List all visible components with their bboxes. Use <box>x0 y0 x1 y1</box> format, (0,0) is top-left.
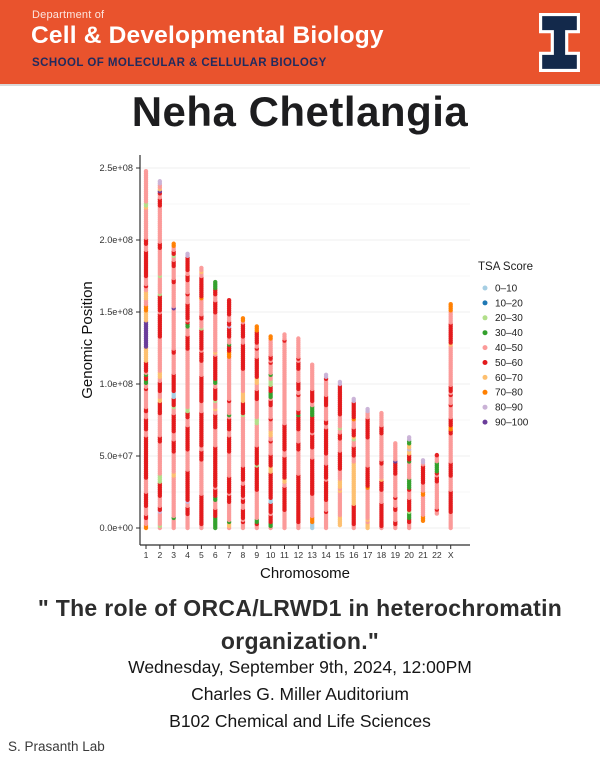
data-point <box>393 441 397 445</box>
x-tick-label: 16 <box>348 550 359 560</box>
data-point <box>407 435 411 439</box>
legend-label: 20–30 <box>495 313 523 325</box>
chromosome-strip-7 <box>227 298 231 530</box>
event-details <box>0 654 600 735</box>
x-tick-label: 5 <box>199 550 204 560</box>
chromosome-strip-3 <box>172 242 176 531</box>
chromosome-strip-13 <box>310 363 314 531</box>
chromosome-strip-16 <box>352 397 356 530</box>
data-point <box>421 458 425 462</box>
y-tick-label: 1.0e+08 <box>99 379 133 390</box>
y-tick-label: 0.0e+00 <box>99 523 133 534</box>
event-building: B102 Chemical and Life Sciences <box>169 711 431 731</box>
y-tick-label: 2.5e+08 <box>99 163 133 174</box>
tsa-score-chart <box>0 148 600 595</box>
data-point <box>144 169 148 173</box>
talk-title <box>0 592 600 658</box>
chromosome-strip-2 <box>158 179 162 530</box>
x-tick-label: 3 <box>171 550 177 560</box>
chromosome-strip-10 <box>268 334 272 530</box>
x-tick-label: 15 <box>335 550 345 560</box>
event-datetime: Wednesday, September 9th, 2024, 12:00PM <box>128 657 472 677</box>
data-point <box>241 316 245 320</box>
x-tick-label: 6 <box>212 550 218 560</box>
tsa-score-chart-svg <box>0 148 600 595</box>
y-tick-label: 1.5e+08 <box>99 307 133 318</box>
legend-label: 0–10 <box>495 283 518 295</box>
talk-title-line-2: organization." <box>220 628 380 654</box>
x-tick-label: 1 <box>143 550 149 560</box>
legend-swatch <box>483 330 488 335</box>
chromosome-strip-20 <box>407 435 411 530</box>
data-point <box>268 334 272 338</box>
chromosome-strip-9 <box>255 324 259 530</box>
chromosome-strip-21 <box>421 458 425 523</box>
legend-label: 50–60 <box>495 357 523 369</box>
legend-swatch <box>483 390 488 395</box>
legend-swatch <box>483 315 488 320</box>
legend-swatch <box>483 286 488 291</box>
legend-swatch <box>483 375 488 380</box>
data-point <box>255 324 259 328</box>
chromosome-strip-17 <box>365 407 369 530</box>
talk-title-line-1: " The role of ORCA/LRWD1 in heterochromatin <box>37 595 563 621</box>
chromosome-strip-15 <box>338 380 342 528</box>
x-tick-label: 14 <box>321 550 331 560</box>
chromosome-strip-6 <box>213 280 217 530</box>
department-header <box>0 0 600 86</box>
data-point <box>310 363 314 367</box>
data-point <box>172 242 176 246</box>
x-tick-label: 9 <box>254 550 260 560</box>
y-tick-label: 5.0e+07 <box>99 451 133 462</box>
chromosome-strip-22 <box>435 453 439 516</box>
legend-label: 40–50 <box>495 343 523 354</box>
legend-swatch <box>483 405 488 410</box>
legend-label: 30–40 <box>495 328 523 340</box>
department-title: Cell & Developmental Biology <box>31 22 384 49</box>
x-tick-label: 12 <box>293 550 304 560</box>
x-tick-label: 17 <box>362 550 373 560</box>
data-point <box>324 373 328 377</box>
x-tick-label: X <box>447 550 454 560</box>
data-point <box>185 252 189 256</box>
data-point <box>199 266 203 270</box>
department-eyebrow: Department of <box>32 9 105 21</box>
x-tick-label: 20 <box>404 550 414 560</box>
x-axis-title: Chromosome <box>259 565 351 582</box>
data-point <box>296 336 300 340</box>
y-axis-title: Genomic Position <box>79 281 96 399</box>
legend-swatch <box>483 300 488 305</box>
chromosome-strip-1 <box>144 169 148 530</box>
legend-label: 70–80 <box>495 387 523 399</box>
x-tick-label: 7 <box>226 550 232 560</box>
data-point <box>282 332 286 336</box>
x-tick-label: 22 <box>432 550 442 560</box>
x-tick-label: 8 <box>240 550 246 560</box>
illinois-block-i-icon <box>537 11 582 74</box>
lab-credit: S. Prasanth Lab <box>8 739 105 754</box>
x-tick-label: 4 <box>185 550 190 560</box>
x-tick-label: 18 <box>376 550 387 560</box>
chromosome-strip-5 <box>199 266 203 530</box>
chromosome-strip-X <box>449 302 453 530</box>
legend-label: 90–100 <box>495 417 529 429</box>
chromosome-strip-19 <box>393 441 397 530</box>
y-tick-label: 2.0e+08 <box>99 235 133 246</box>
chromosome-strip-11 <box>282 332 286 530</box>
x-tick-label: 13 <box>307 550 317 560</box>
data-point <box>352 397 356 401</box>
chromosome-strip-12 <box>296 336 300 530</box>
x-tick-label: 10 <box>265 550 276 560</box>
school-subtitle: SCHOOL OF MOLECULAR & CELLULAR BIOLOGY <box>32 57 327 69</box>
data-point <box>379 411 383 415</box>
chromosome-strip-8 <box>241 316 245 530</box>
x-tick-label: 21 <box>418 550 428 560</box>
legend-label: 60–70 <box>495 372 523 384</box>
data-point <box>213 280 217 284</box>
data-point <box>365 407 369 411</box>
data-point <box>435 453 439 457</box>
data-point <box>338 380 342 384</box>
legend-swatch <box>483 345 488 350</box>
legend-swatch <box>483 360 488 365</box>
speaker-name: Neha Chetlangia <box>131 88 469 135</box>
data-point <box>227 298 231 302</box>
legend <box>478 261 533 429</box>
legend-label: 10–20 <box>495 298 523 310</box>
event-venue: Charles G. Miller Auditorium <box>191 684 409 704</box>
data-point <box>158 179 162 183</box>
data-point <box>449 302 453 306</box>
x-tick-label: 19 <box>390 550 401 560</box>
x-tick-label: 2 <box>157 550 163 560</box>
legend-label: 80–90 <box>495 402 523 414</box>
legend-title: TSA Score <box>478 261 533 273</box>
chromosome-strip-14 <box>324 373 328 531</box>
legend-swatch <box>483 420 488 425</box>
x-tick-label: 11 <box>280 550 289 560</box>
chromosome-strip-4 <box>185 252 189 531</box>
chromosome-strip-18 <box>379 411 383 530</box>
